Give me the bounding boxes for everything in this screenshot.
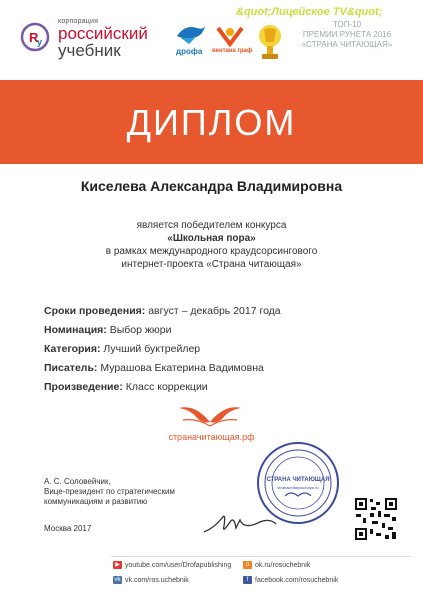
social-youtube[interactable] bbox=[113, 561, 231, 569]
detail-label: Номинация: bbox=[44, 324, 107, 336]
drofa-bird-icon bbox=[175, 22, 207, 46]
ok-link[interactable]: ok.ru/rosuchebnik bbox=[255, 561, 311, 569]
city-year: Москва 2017 bbox=[44, 524, 92, 533]
corp-logo-text bbox=[58, 18, 148, 59]
detail-label: Произведение: bbox=[44, 381, 123, 393]
facebook-link[interactable]: facebook.com/rosuchebnik bbox=[255, 576, 339, 584]
facebook-icon: f bbox=[243, 576, 252, 584]
award-line3: «СТРАНА ЧИТАЮЩАЯ» bbox=[301, 40, 393, 49]
ventana-label: вентана граф bbox=[212, 48, 253, 54]
detail-writer bbox=[44, 359, 281, 378]
social-ok[interactable] bbox=[243, 561, 310, 569]
award-description bbox=[0, 219, 423, 271]
recipient-name: Киселева Александра Владимировна bbox=[80, 178, 343, 194]
detail-nomination bbox=[44, 321, 281, 340]
stamp-icon bbox=[255, 440, 341, 526]
qr-code-icon[interactable] bbox=[354, 497, 398, 541]
detail-category bbox=[44, 340, 281, 359]
corp-line2: учебник bbox=[58, 41, 121, 60]
detail-label: Писатель: bbox=[44, 362, 98, 374]
signatory-role1: Вице-президент по стратегическим bbox=[44, 487, 175, 496]
award-text bbox=[292, 20, 402, 50]
youtube-link[interactable]: youtube.com/user/Drofapublishing bbox=[125, 561, 232, 569]
drofa-label: дрофа bbox=[176, 47, 203, 56]
stamp-url-text: stranachitayuschaya.ru bbox=[277, 485, 319, 490]
detail-value: август – декабрь 2017 года bbox=[145, 305, 281, 317]
intro-line4: интернет-проекта «Страна читающая» bbox=[121, 259, 302, 270]
detail-value: Выбор жюри bbox=[106, 324, 172, 336]
youtube-icon: ▶ bbox=[113, 561, 122, 569]
signatory-name: А. С. Соловейчик, bbox=[44, 477, 111, 486]
rosuchebnik-logo-icon bbox=[20, 22, 50, 52]
social-vk[interactable] bbox=[113, 576, 189, 584]
contest-name: «Школьная пора» bbox=[167, 233, 256, 244]
ventana-logo-icon bbox=[214, 24, 246, 48]
odnoklassniki-icon: o bbox=[243, 561, 252, 569]
svg-text:R: R bbox=[29, 30, 39, 45]
site-link[interactable]: страначитающая.рф bbox=[168, 432, 255, 442]
detail-value: Мурашова Екатерина Вадимовна bbox=[97, 362, 264, 374]
open-book-bird-icon bbox=[175, 400, 245, 428]
details-list bbox=[44, 302, 281, 397]
award-line1: ТОП-10 bbox=[332, 20, 362, 29]
diploma-banner bbox=[0, 80, 423, 164]
stamp-top-text: СТРАНА ЧИТАЮЩАЯ bbox=[266, 477, 330, 483]
intro-line1: является победителем конкурса bbox=[136, 220, 287, 231]
social-divider bbox=[111, 556, 411, 557]
award-line2: ПРЕМИИ РУНЕТА 2016 bbox=[302, 30, 392, 39]
vk-link[interactable]: vk.com/ros.uchebnik bbox=[125, 576, 189, 584]
intro-line3: в рамках международного краудсорсингового bbox=[105, 246, 318, 257]
detail-work bbox=[44, 378, 281, 397]
trophy-icon bbox=[255, 24, 285, 64]
detail-period bbox=[44, 302, 281, 321]
signatory-role2: коммуникациям и развитию bbox=[44, 497, 148, 506]
detail-value: Класс коррекции bbox=[122, 381, 208, 393]
svg-text:y: y bbox=[37, 37, 43, 47]
lyceum-tv-label: &quot;Лицейское TV&quot; bbox=[236, 6, 383, 18]
detail-label: Категория: bbox=[44, 343, 101, 355]
corp-line1: российский bbox=[58, 24, 148, 43]
social-facebook[interactable] bbox=[243, 576, 338, 584]
corp-small-label: корпорация bbox=[58, 18, 99, 25]
vk-icon: vk bbox=[114, 577, 121, 583]
signatory-block bbox=[44, 477, 175, 507]
diploma-title: ДИПЛОМ bbox=[126, 102, 297, 143]
detail-label: Сроки проведения: bbox=[44, 305, 146, 317]
detail-value: Лучший буктрейлер bbox=[100, 343, 201, 355]
